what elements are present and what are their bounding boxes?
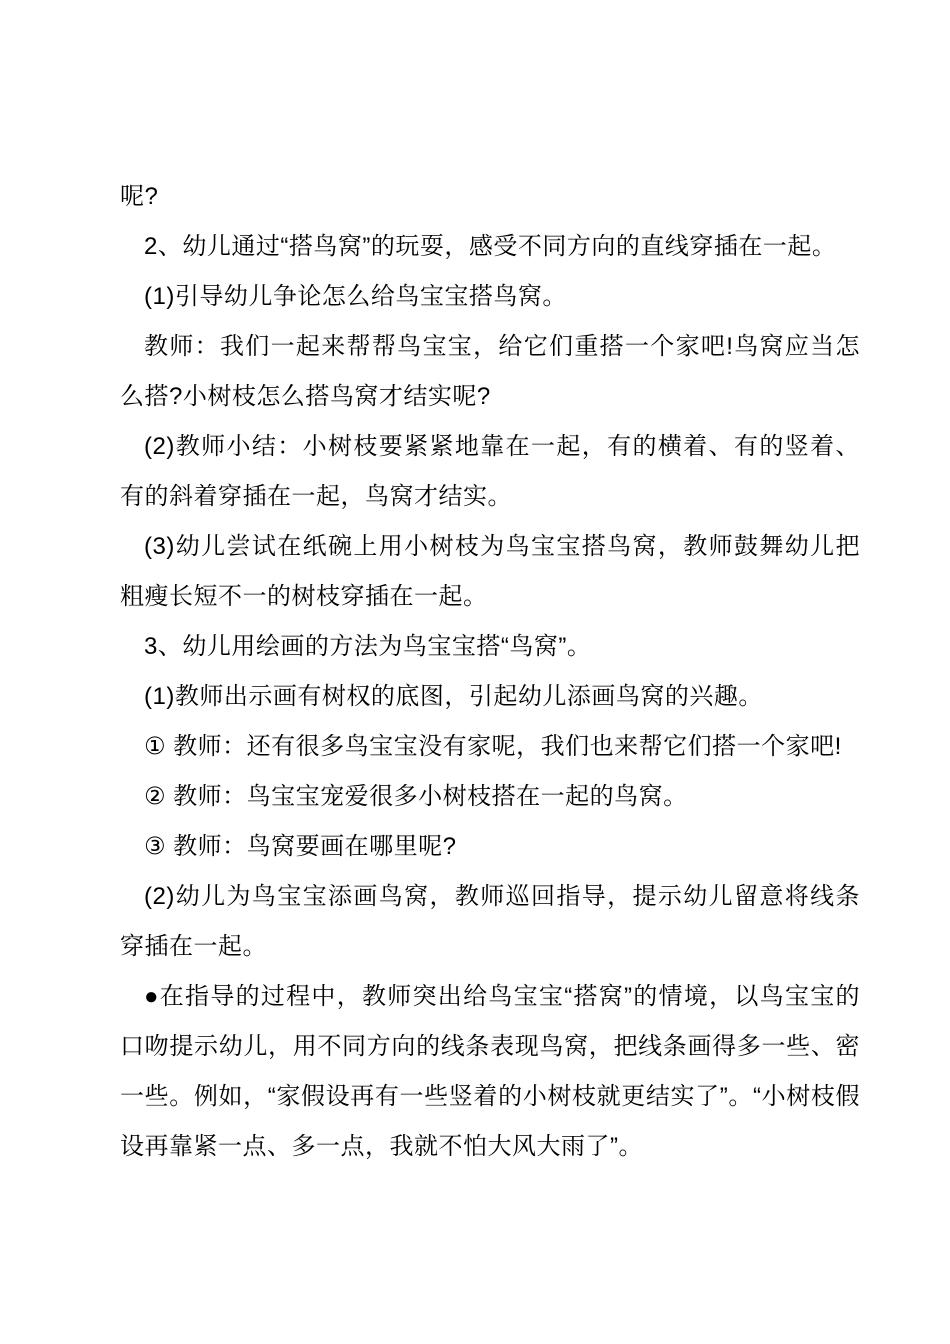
paragraph: 教师：我们一起来帮帮鸟宝宝，给它们重搭一个家吧!鸟窝应当怎么搭?小树枝怎么搭鸟窝才结实呢? (120, 333, 860, 410)
paragraph: ② 教师：鸟宝宝宠爱很多小树枝搭在一起的鸟窝。 (144, 783, 688, 810)
paragraph: (1)引导幼儿争论怎么给鸟宝宝搭鸟窝。 (144, 283, 567, 310)
paragraph: (3)幼儿尝试在纸碗上用小树枝为鸟宝宝搭鸟窝，教师鼓舞幼儿把粗瘦长短不一的树枝穿插在一起。 (120, 533, 860, 610)
paragraph: ① 教师：还有很多鸟宝宝没有家呢，我们也来帮它们搭一个家吧! (144, 733, 842, 760)
paragraph: ●在指导的过程中，教师突出给鸟宝宝“搭窝”的情境，以鸟宝宝的口吻提示幼儿，用不同方向的线条表现鸟窝，把线条画得多一些、密一些。例如，“家假设再有一些竖着的小树枝就更结实了”。“小树枝假设再靠紧一点、多一点，我就不怕大风大雨了”。 (120, 983, 860, 1160)
paragraph: 2、幼儿通过“搭鸟窝”的玩耍，感受不同方向的直线穿插在一起。 (144, 233, 837, 260)
paragraph: 呢? (120, 183, 159, 210)
paragraph: (2)教师小结：小树枝要紧紧地靠在一起，有的横着、有的竖着、有的斜着穿插在一起，鸟窝才结实。 (120, 433, 860, 510)
paragraph: 3、幼儿用绘画的方法为鸟宝宝搭“鸟窝”。 (144, 633, 592, 660)
paragraph: (1)教师出示画有树权的底图，引起幼儿添画鸟窝的兴趣。 (144, 683, 763, 710)
paragraph: ③ 教师：鸟窝要画在哪里呢? (144, 833, 457, 860)
paragraph: (2)幼儿为鸟宝宝添画鸟窝，教师巡回指导，提示幼儿留意将线条穿插在一起。 (120, 883, 860, 960)
